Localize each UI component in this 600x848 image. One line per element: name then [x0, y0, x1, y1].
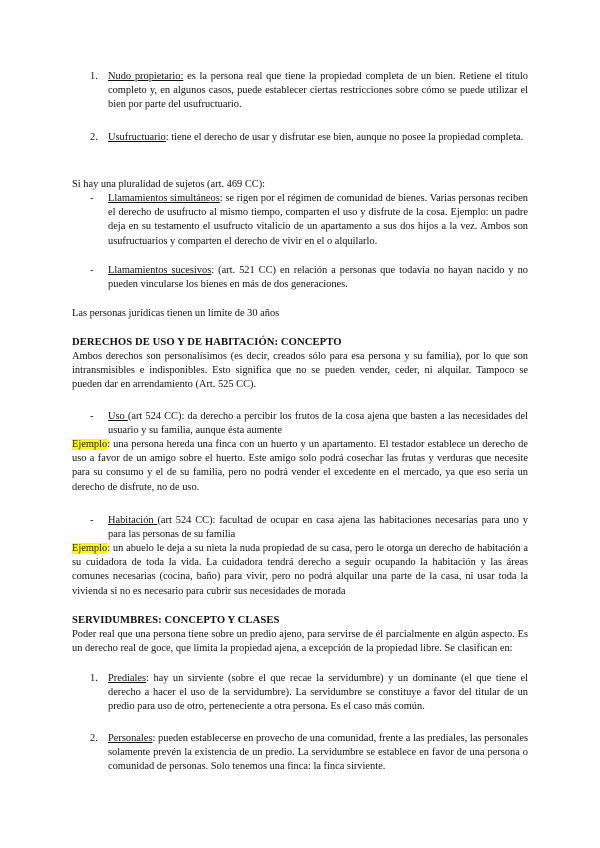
term: Usufructuario: [108, 132, 166, 143]
paragraph: Ambos derechos son personalísimos (es decir, creados sólo para esa persona y su familia), por lo que son intransmisibles e indisponibles. Esto significa que no se pueden vender, ceder, ni alquilar. Tampoco se pueden dar en arrendamiento (Art. 525 CC).: [72, 351, 528, 391]
paragraph: Poder real que una persona tiene sobre un predio ajeno, para servirse de él parcialmente en algún aspecto. Es un derecho real de goce, que limita la propiedad ajena, a excepción de la propiedad libre. Se clasifican en:: [72, 629, 528, 655]
example-label: Ejemplo: [72, 439, 108, 450]
example-paragraph: Ejemplo: un abuelo le deja a su nieta la nuda propiedad de su casa, pero le otorga un derecho de habitación a su cuidadora de toda la vida. La cuidadora tendrá derecho a seguir ocupando la habitación y las áreas comunes necesarias (cocina, baño) para vivir, pero no podrá alquilar una parte de la casa, ni usar toda la vivienda si no es necesario para cubrir sus necesidades de morada: [72, 543, 528, 597]
list-number: 1.: [90, 71, 98, 82]
list-item-text: Nudo propietario: es la persona real que tiene la propiedad completa de un bien. Retiene el título completo y, en algunos casos, puede establecer ciertas restricciones sobre cómo se puede utilizar el bien por parte del usufructuario.: [108, 71, 528, 111]
example-paragraph: Ejemplo: una persona hereda una finca con un huerto y un apartamento. El testador establece un derecho de uso a favor de un amigo sobre el huerto. Este amigo solo podrá cosechar las frutas y verduras que necesite para su consumo y el de su familia, pero no podrá vender el excedente en el mercado, ya que eso sería un derecho de disfrute, no de uso.: [72, 439, 528, 493]
list-item-text: Usufructuario: tiene el derecho de usar y disfrutar ese bien, aunque no posee la propiedad completa.: [108, 132, 524, 143]
list-number: 1.: [90, 673, 98, 684]
term: Llamamientos sucesivos: [108, 265, 212, 276]
list-item-text: Personales: pueden establecerse en provecho de una comunidad, frente a las prediales, las personales solamente prevén la existencia de un predio. La servidumbre se establece en favor de una persona o comunidad de personas. Solo tenemos una finca: la finca sirviente.: [108, 733, 528, 773]
section-heading: DERECHOS DE USO Y DE HABITACIÓN: CONCEPTO: [72, 337, 342, 348]
list-dash: -: [90, 265, 94, 276]
list-item-text: Habitación (art 524 CC): facultad de ocupar en casa ajena las habitaciones necesarias para uno y para las personas de su familia: [108, 515, 528, 541]
example-label: Ejemplo: [72, 543, 108, 554]
section-heading: SERVIDUMBRES: CONCEPTO Y CLASES: [72, 615, 280, 626]
list-item-text: Uso (art 524 CC): da derecho a percibir los frutos de la cosa ajena que basten a las necesidades del usuario y su familia, aunque ésta aumente: [108, 411, 528, 437]
list-item-text: Llamamientos simultáneos: se rigen por el régimen de comunidad de bienes. Varias personas reciben el derecho de usufructo al mismo tiempo, comparten el uso y disfrute de la cosa. Ejemplo: un padre deja en su testamento el usufructo vitalicio de un apartamento a sus dos hijos a la vez. Ambos son usufructuarios y comparten el derecho de vivir en el o alquilarlo.: [108, 193, 528, 247]
term: Habitación: [108, 515, 158, 526]
paragraph: Si hay una pluralidad de sujetos (art. 469 CC):: [72, 179, 266, 190]
list-dash: -: [90, 193, 94, 204]
list-number: 2.: [90, 733, 98, 744]
list-dash: -: [90, 411, 94, 422]
list-dash: -: [90, 515, 94, 526]
term: Uso: [108, 411, 128, 422]
list-item-text: Llamamientos sucesivos: (art. 521 CC) en relación a personas que todavía no hayan nacido y no pueden vincularse los bienes en más de dos generaciones.: [108, 265, 528, 291]
term: Personales: [108, 733, 153, 744]
term: Nudo propietario:: [108, 71, 184, 82]
list-number: 2.: [90, 132, 98, 143]
list-item-text: Prediales: hay un sirviente (sobre el que recae la servidumbre) y un dominante (el que tiene el derecho a hacer el uso de la servidumbre). La servidumbre se constituye a favor del titular de un predio para uso de otro, perteneciente a otra persona. Es el caso más común.: [108, 673, 528, 713]
paragraph: Las personas jurídicas tienen un límite de 30 años: [72, 308, 280, 319]
term: Llamamientos simultáneos: [108, 193, 220, 204]
term: Prediales: [108, 673, 147, 684]
